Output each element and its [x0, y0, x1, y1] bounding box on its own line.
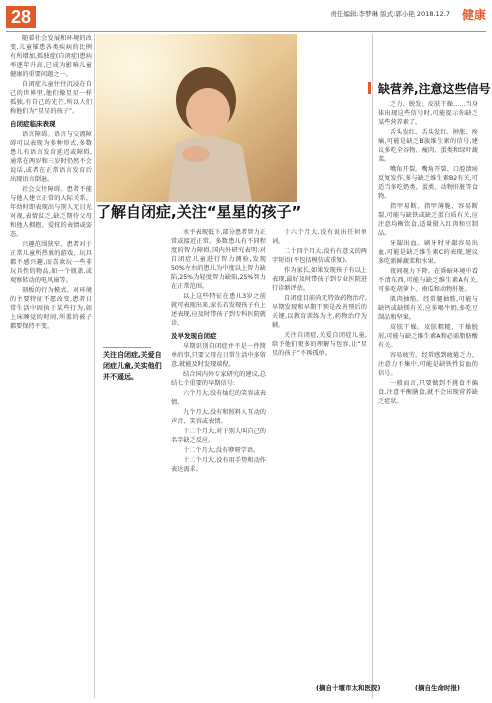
- child-photo: [96, 34, 297, 202]
- body-paragraph: 关注自闭症,关爱自闭症儿童,给予他们更多的理解与包容,让“星星的孩子”不再孤单。: [272, 332, 367, 357]
- section-heading: 及早发现自闭症: [171, 332, 217, 340]
- page-number: 28: [6, 6, 36, 28]
- body-paragraph: 自闭症目前尚无特效药物治疗,早期发现和早期干预是改善预后的关键,以教育训练为主,药物治疗为辅。: [272, 295, 367, 329]
- section-name: 健康: [461, 8, 486, 22]
- signal-item: 二十四个月大,没有有意义的两字短语(不包括模仿或重复)。: [272, 248, 367, 264]
- section-heading: 自闭症临床表现: [10, 120, 56, 128]
- body-paragraph: 社会交往障碍。患者不能与他人建立正常的人际关系。年幼时即表现出与别人无目光对视,表情贫乏,缺乏期待父母和他人拥抱、爱抚的表情或姿态。: [10, 186, 92, 238]
- body-paragraph: 夜间视力下降。在昏暗环境中看不清东西,可能与缺乏维生素A有关,可多吃胡萝卜、南瓜和动物肝脏。: [378, 268, 478, 293]
- body-paragraph: 语言障碍。语言与交流障碍可以表现为多种形式,多数患儿有语言发育延迟或障碍,通常在两岁和三岁时仍然不会说话,或者在正常语言发育后出现语言倒退。: [10, 131, 92, 183]
- body-paragraph: 乏力、脱发、皮肤干燥……当身体出现这些信号时,可能提示你缺乏某些营养素了。: [378, 101, 478, 126]
- sidebar-title-text: 缺营养,注意这些信号: [378, 82, 491, 96]
- body-paragraph: 一般而言,只要做到不挑食不偏食,注意平衡膳食,就不会出现营养缺乏症状。: [378, 380, 478, 405]
- col-divider-1: [94, 34, 95, 698]
- sidebar-credit: (摘自生命时报): [415, 684, 460, 692]
- body-paragraph: 兴趣范围狭窄。患者对于正常儿童所热衷的游戏、玩具都不感兴趣,而喜欢玩一些非玩具性的物品,如一个瓶盖,或观察转动的电风扇等。: [10, 241, 92, 284]
- article-column-2: [171, 228, 266, 678]
- body-paragraph: 刻板的行为模式。对环境的主要特征不愿改变,患者日常生活中固执于某些行为,如上床睡觉的时间,所盖的被子都要保持不变。: [10, 287, 92, 330]
- body-paragraph: 舌头发红。舌头发红、肿胀、疼痛,可能是缺乏B族维生素的信号,建议多吃全谷物、瘦肉、蛋类和绿叶蔬菜。: [378, 129, 478, 163]
- signal-item: 十二个月大,对于别人叫自己的名字缺乏反应。: [171, 428, 266, 444]
- body-paragraph: 嘴角开裂。嘴角开裂、口腔溃疡反复发作,多与缺乏维生素B2有关,可适当多吃奶类、蛋类、动物肝脏等食物。: [378, 166, 478, 200]
- header-meta: 责任编辑:李梦琳 版式:郭小艳 2018.12.7: [330, 10, 450, 18]
- signal-item: 十六个月大,没有说出任何单词。: [272, 229, 367, 245]
- sidebar-column: [378, 100, 478, 685]
- article-credit: (摘自十堰市太和医院): [316, 684, 381, 692]
- body-paragraph: 作为家长,如果发现孩子有以上表现,最好及时带孩子到专业医院进行诊断评估。: [272, 267, 367, 292]
- body-paragraph: 以上这些特征在患儿3岁之前就可表现出来,家长若发现孩子有上述表现,应及时带孩子到专科医院就诊。: [171, 293, 266, 327]
- signal-item: 六个月大,没有灿烂的笑容或表情。: [171, 390, 266, 406]
- article-column-3: [272, 228, 367, 678]
- article-column-1: [10, 34, 92, 698]
- body-paragraph: 水平表现低下,部分患者智力正常或接近正常。多数患儿有不同程度的智力障碍,国内外研究表明:对自闭症儿童进行智力测验,发现50%左右的患儿为中度以上智力缺陷,25%为轻度智力缺陷,25%智力在正常范围。: [171, 229, 266, 290]
- intro-paragraph: 自闭症儿童往往沉浸在自己的世界里,他们像星星一样孤独,有自己的光芒,所以人们称他们为“星星的孩子”。: [10, 81, 92, 115]
- signal-item: 十二个月大,没有用手势和动作表达需求。: [171, 457, 266, 473]
- headline: 了解自闭症,关注“星星的孩子”: [96, 203, 302, 221]
- title-accent-bar: [368, 82, 371, 94]
- body-paragraph: 牙龈出血。刷牙时牙龈容易出血,可能是缺乏维生素C的表现,建议多吃新鲜蔬菜和水果。: [378, 240, 478, 265]
- body-paragraph: 指甲易断。指甲薄脆、容易断裂,可能与缺铁或缺乏蛋白质有关,应注意均衡饮食,适量摄入红肉和豆制品。: [378, 203, 478, 237]
- body-paragraph: 结合国内外专家研究的建议,总结七个重要的早期信号:: [171, 371, 266, 387]
- signal-item: 九个月大,没有和照料人互动的声音、笑容或表情。: [171, 409, 266, 425]
- signal-item: 十二个月大,没有咿呀学语。: [183, 447, 260, 454]
- body-paragraph: 皮肤干燥。皮肤粗糙、干燥脱屑,可能与缺乏维生素A和必需脂肪酸有关。: [378, 324, 478, 349]
- body-paragraph: 早期识别自闭症并不是一件简单的事,只要父母在日常生活中多留意,就能及时发现端倪。: [171, 343, 266, 368]
- pullquote: 关注自闭症,关爱自闭症儿童,关实他们并不遥远。: [103, 351, 162, 381]
- pullquote-rule: [103, 347, 151, 348]
- col-divider-2: [372, 34, 373, 698]
- sidebar-title: [378, 80, 491, 97]
- header-rule: [6, 31, 486, 32]
- body-paragraph: 肌肉抽筋。经常腿抽筋,可能与缺钙或缺镁有关,应多喝牛奶,多吃豆制品和坚果。: [378, 296, 478, 321]
- body-paragraph: 容易疲劳。经常感到疲倦乏力、注意力不集中,可能是缺铁性贫血的信号。: [378, 352, 478, 377]
- intro-paragraph: 随着社会发展和环境的改变,儿童罹患各类疾病的比例有所增加,孤独症(自闭症)患病率逐年升高,已成为影响儿童健康的重要问题之一。: [10, 35, 92, 78]
